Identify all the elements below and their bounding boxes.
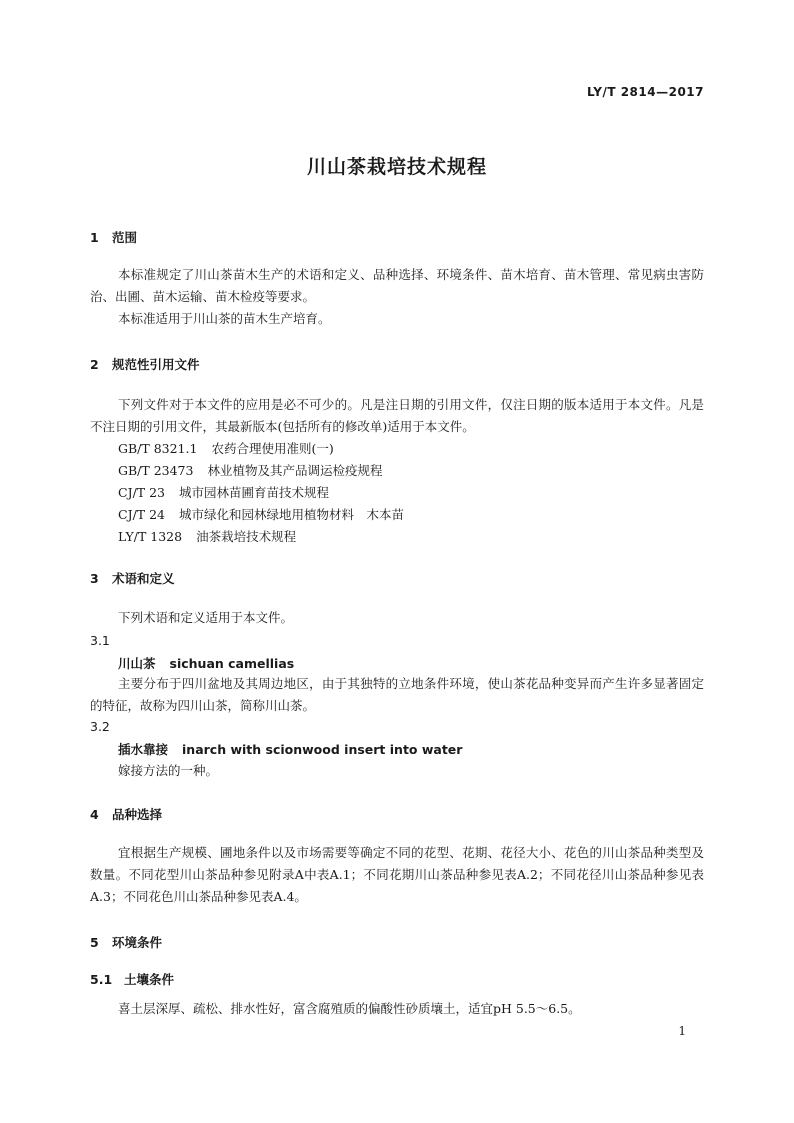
term-number: 3.2 <box>90 719 110 734</box>
reference-name: 城市园林苗圃育苗技术规程 <box>179 485 330 500</box>
section-title: 术语和定义 <box>112 571 175 586</box>
reference-item <box>118 482 329 504</box>
section-heading-terms <box>90 569 175 587</box>
reference-item <box>118 460 382 482</box>
section-heading-variety-selection <box>90 805 162 823</box>
reference-name: 油茶栽培技术规程 <box>196 529 297 544</box>
term-en: sichuan camellias <box>169 656 295 671</box>
reference-item <box>118 526 296 548</box>
standard-code: LY/T 2814—2017 <box>586 85 704 99</box>
term-heading <box>118 740 462 758</box>
section-heading-environment <box>90 933 162 951</box>
paragraph: 下列文件对于本文件的应用是必不可少的。凡是注日期的引用文件，仅注日期的版本适用于本文件。凡是不注日期的引用文件，其最新版本(包括所有的修改单)适用于本文件。 <box>90 397 704 434</box>
section-number: 2 <box>90 357 99 372</box>
section-number: 3 <box>90 571 99 586</box>
term-zh: 插水靠接 <box>118 742 169 757</box>
subsection-heading-soil <box>90 970 174 988</box>
section-number: 4 <box>90 807 99 822</box>
page-number: 1 <box>678 1024 686 1038</box>
section-number: 1 <box>90 230 99 245</box>
document-title: 川山茶栽培技术规程 <box>306 156 487 178</box>
subsection-number: 5.1 <box>90 972 113 987</box>
term-zh: 川山茶 <box>118 656 156 671</box>
subsection-title: 土壤条件 <box>124 972 175 987</box>
paragraph: 喜土层深厚、疏松、排水性好，富含腐殖质的偏酸性砂质壤土，适宜pH 5.5～6.5。 <box>118 1001 581 1016</box>
section-title: 环境条件 <box>112 935 163 950</box>
reference-name: 林业植物及其产品调运检疫规程 <box>207 463 383 478</box>
term-definition: 主要分布于四川盆地及其周边地区，由于其独特的立地条件环境，使山茶花品种变异而产生许多显著固定的特征，故称为四川山茶，简称川山茶。 <box>90 676 704 713</box>
term-en: inarch with scionwood insert into water <box>182 742 463 757</box>
reference-item <box>118 504 404 526</box>
term-number: 3.1 <box>90 633 110 648</box>
paragraph: 宜根据生产规模、圃地条件以及市场需要等确定不同的花型、花期、花径大小、花色的川山茶品种类型及数量。不同花型川山茶品种参见附录A中表A.1；不同花期川山茶品种参见表A.2；不同花径川山茶品种参见表A.3；不同花色川山茶品种参见表A.4。 <box>90 845 704 904</box>
section-heading-scope <box>90 228 137 246</box>
paragraph: 本标准适用于川山茶的苗木生产培育。 <box>118 311 331 326</box>
reference-name: 城市绿化和园林绿地用植物材料 木本苗 <box>179 507 405 522</box>
reference-code: GB/T 23473 <box>118 463 194 478</box>
reference-code: CJ/T 24 <box>118 507 166 522</box>
section-title: 规范性引用文件 <box>112 357 200 372</box>
reference-item <box>118 438 334 460</box>
paragraph: 下列术语和定义适用于本文件。 <box>118 610 294 625</box>
reference-code: CJ/T 23 <box>118 485 166 500</box>
reference-code: LY/T 1328 <box>118 529 183 544</box>
reference-code: GB/T 8321.1 <box>118 441 198 456</box>
section-title: 范围 <box>112 230 138 245</box>
section-heading-normative-references <box>90 355 200 373</box>
term-heading <box>118 654 294 672</box>
reference-name: 农药合理使用准则(一) <box>211 441 334 456</box>
paragraph: 本标准规定了川山茶苗木生产的术语和定义、品种选择、环境条件、苗木培育、苗木管理、常见病虫害防治、出圃、苗木运输、苗木检疫等要求。 <box>90 267 704 304</box>
term-definition: 嫁接方法的一种。 <box>118 763 219 778</box>
section-title: 品种选择 <box>112 807 163 822</box>
section-number: 5 <box>90 935 99 950</box>
